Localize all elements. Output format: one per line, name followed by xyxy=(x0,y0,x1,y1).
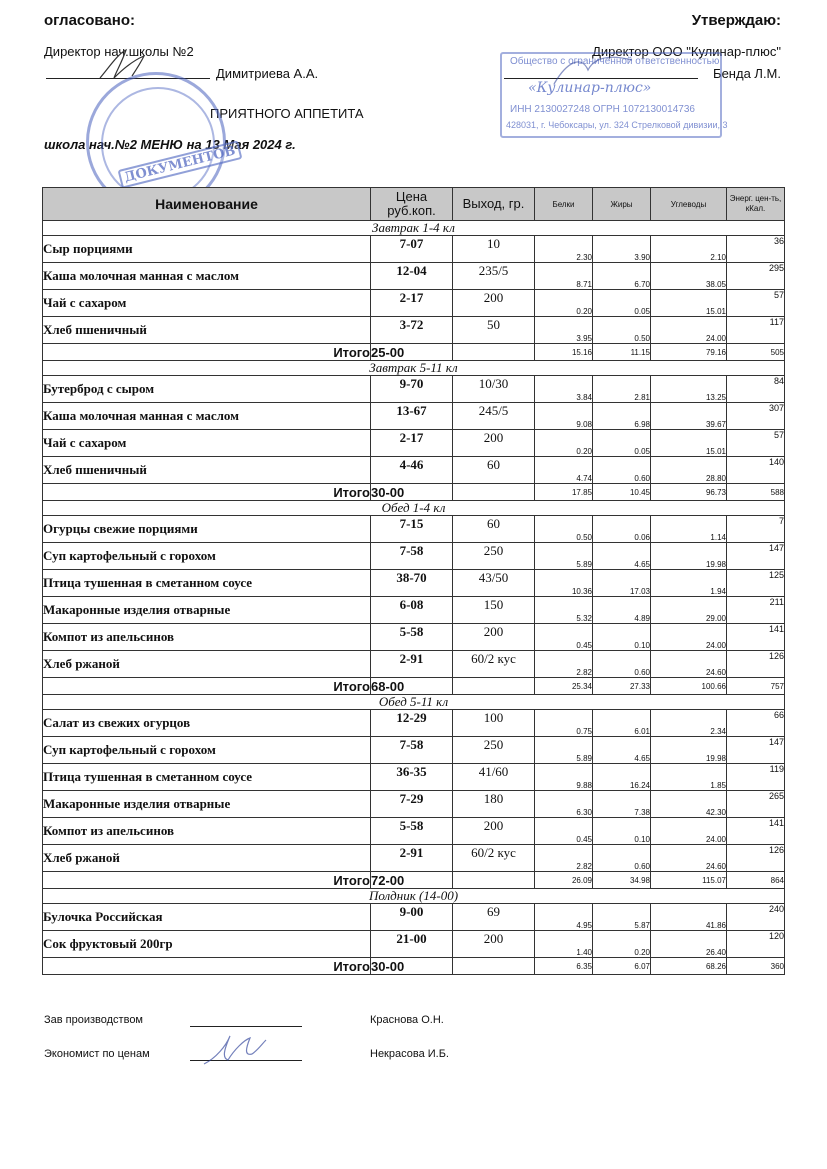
table-row xyxy=(43,376,785,403)
dish-price: 7-07 xyxy=(371,236,453,263)
table-row xyxy=(43,818,785,845)
dish-proteins: 5.32 xyxy=(535,597,593,624)
production-signature-line xyxy=(190,1026,302,1027)
total-proteins: 15.16 xyxy=(535,344,593,361)
dish-yield: 43/50 xyxy=(453,570,535,597)
total-label: Итого xyxy=(43,678,371,695)
dish-yield: 200 xyxy=(453,624,535,651)
dish-price: 2-91 xyxy=(371,845,453,872)
total-fats: 27.33 xyxy=(593,678,651,695)
total-row xyxy=(43,484,785,501)
dish-fats: 17.03 xyxy=(593,570,651,597)
section-row xyxy=(43,889,785,904)
table-row xyxy=(43,570,785,597)
dish-fats: 7.38 xyxy=(593,791,651,818)
dish-fats: 5.87 xyxy=(593,904,651,931)
table-row xyxy=(43,263,785,290)
confirm-name: Бенда Л.М. xyxy=(713,66,781,81)
dish-carbs: 29.00 xyxy=(651,597,727,624)
dish-fats: 0.05 xyxy=(593,430,651,457)
table-row xyxy=(43,430,785,457)
total-price: 25-00 xyxy=(371,344,453,361)
dish-proteins: 0.50 xyxy=(535,516,593,543)
section-row xyxy=(43,695,785,710)
dish-proteins: 5.89 xyxy=(535,543,593,570)
dish-yield: 60 xyxy=(453,457,535,484)
dish-name: Хлеб ржаной xyxy=(43,845,371,872)
dish-fats: 6.01 xyxy=(593,710,651,737)
dish-price: 4-46 xyxy=(371,457,453,484)
dish-price: 2-17 xyxy=(371,290,453,317)
dish-carbs: 13.25 xyxy=(651,376,727,403)
dish-fats: 4.65 xyxy=(593,737,651,764)
dish-carbs: 28.80 xyxy=(651,457,727,484)
dish-fats: 4.89 xyxy=(593,597,651,624)
confirm-position: Директор ООО "Кулинар-плюс" xyxy=(592,44,781,59)
dish-yield: 250 xyxy=(453,543,535,570)
dish-energy: 57 xyxy=(727,290,785,317)
dish-energy: 147 xyxy=(727,543,785,570)
appetite-heading: ПРИЯТНОГО АППЕТИТА xyxy=(210,106,364,121)
dish-energy: 140 xyxy=(727,457,785,484)
dish-price: 2-17 xyxy=(371,430,453,457)
dish-proteins: 4.95 xyxy=(535,904,593,931)
table-row xyxy=(43,764,785,791)
total-energy: 757 xyxy=(727,678,785,695)
dish-energy: 126 xyxy=(727,845,785,872)
section-title: Обед 5-11 кл xyxy=(43,695,785,710)
total-fats: 11.15 xyxy=(593,344,651,361)
table-row xyxy=(43,597,785,624)
dish-name: Бутерброд с сыром xyxy=(43,376,371,403)
total-carbs: 96.73 xyxy=(651,484,727,501)
col-carbs: Углеводы xyxy=(651,188,727,221)
total-row xyxy=(43,344,785,361)
dish-price: 2-91 xyxy=(371,651,453,678)
dish-price: 36-35 xyxy=(371,764,453,791)
dish-carbs: 24.60 xyxy=(651,651,727,678)
table-row xyxy=(43,290,785,317)
col-price: Цена руб.коп. xyxy=(371,188,453,221)
table-row xyxy=(43,737,785,764)
total-proteins: 6.35 xyxy=(535,958,593,975)
dish-yield: 200 xyxy=(453,931,535,958)
company-stamp-ids: ИНН 2130027248 ОГРН 1072130014736 xyxy=(510,104,695,115)
col-name: Наименование xyxy=(43,188,371,221)
total-fats: 6.07 xyxy=(593,958,651,975)
total-carbs: 100.66 xyxy=(651,678,727,695)
dish-carbs: 24.00 xyxy=(651,624,727,651)
dish-price: 7-15 xyxy=(371,516,453,543)
dish-carbs: 42.30 xyxy=(651,791,727,818)
dish-yield: 200 xyxy=(453,290,535,317)
dish-energy: 141 xyxy=(727,624,785,651)
menu-table-body xyxy=(43,221,785,975)
dish-carbs: 24.00 xyxy=(651,818,727,845)
total-label: Итого xyxy=(43,484,371,501)
dish-fats: 2.81 xyxy=(593,376,651,403)
dish-energy: 211 xyxy=(727,597,785,624)
total-label: Итого xyxy=(43,872,371,889)
section-row xyxy=(43,361,785,376)
table-row xyxy=(43,931,785,958)
dish-price: 5-58 xyxy=(371,624,453,651)
production-label: Зав производством xyxy=(44,1014,143,1026)
total-energy: 864 xyxy=(727,872,785,889)
table-row xyxy=(43,904,785,931)
table-row xyxy=(43,710,785,737)
dish-energy: 66 xyxy=(727,710,785,737)
dish-fats: 3.90 xyxy=(593,236,651,263)
dish-carbs: 26.40 xyxy=(651,931,727,958)
dish-energy: 265 xyxy=(727,791,785,818)
dish-yield: 60 xyxy=(453,516,535,543)
dish-energy: 57 xyxy=(727,430,785,457)
total-yield-empty xyxy=(453,872,535,889)
dish-proteins: 2.30 xyxy=(535,236,593,263)
dish-energy: 119 xyxy=(727,764,785,791)
total-energy: 360 xyxy=(727,958,785,975)
dish-price: 9-70 xyxy=(371,376,453,403)
dish-fats: 0.20 xyxy=(593,931,651,958)
dish-fats: 0.06 xyxy=(593,516,651,543)
dish-proteins: 4.74 xyxy=(535,457,593,484)
dish-proteins: 0.45 xyxy=(535,624,593,651)
dish-name: Птица тушенная в сметанном соусе xyxy=(43,570,371,597)
dish-carbs: 15.01 xyxy=(651,430,727,457)
dish-yield: 180 xyxy=(453,791,535,818)
dish-yield: 50 xyxy=(453,317,535,344)
total-energy: 588 xyxy=(727,484,785,501)
dish-fats: 0.60 xyxy=(593,651,651,678)
dish-carbs: 1.14 xyxy=(651,516,727,543)
dish-proteins: 9.08 xyxy=(535,403,593,430)
dish-proteins: 0.75 xyxy=(535,710,593,737)
dish-proteins: 3.84 xyxy=(535,376,593,403)
dish-fats: 0.10 xyxy=(593,818,651,845)
table-row xyxy=(43,457,785,484)
dish-price: 3-72 xyxy=(371,317,453,344)
dish-proteins: 5.89 xyxy=(535,737,593,764)
dish-fats: 16.24 xyxy=(593,764,651,791)
total-energy: 505 xyxy=(727,344,785,361)
dish-yield: 200 xyxy=(453,818,535,845)
dish-name: Каша молочная манная с маслом xyxy=(43,403,371,430)
dish-energy: 125 xyxy=(727,570,785,597)
dish-yield: 250 xyxy=(453,737,535,764)
dish-fats: 4.65 xyxy=(593,543,651,570)
dish-name: Компот из апельсинов xyxy=(43,818,371,845)
dish-yield: 10 xyxy=(453,236,535,263)
col-fats: Жиры xyxy=(593,188,651,221)
section-title: Обед 1-4 кл xyxy=(43,501,785,516)
section-title: Завтрак 1-4 кл xyxy=(43,221,785,236)
dish-energy: 307 xyxy=(727,403,785,430)
dish-carbs: 38.05 xyxy=(651,263,727,290)
dish-name: Суп картофельный с горохом xyxy=(43,543,371,570)
dish-proteins: 6.30 xyxy=(535,791,593,818)
dish-proteins: 2.82 xyxy=(535,845,593,872)
dish-fats: 6.70 xyxy=(593,263,651,290)
dish-carbs: 1.85 xyxy=(651,764,727,791)
company-stamp-line1: Общество с ограниченной ответственностью xyxy=(510,56,720,67)
dish-proteins: 2.82 xyxy=(535,651,593,678)
confirm-signature xyxy=(548,50,638,90)
dish-proteins: 9.88 xyxy=(535,764,593,791)
menu-table xyxy=(42,187,785,975)
dish-carbs: 1.94 xyxy=(651,570,727,597)
confirm-title: Утверждаю: xyxy=(691,12,781,29)
production-name: Краснова О.Н. xyxy=(370,1014,444,1026)
dish-price: 13-67 xyxy=(371,403,453,430)
total-row xyxy=(43,872,785,889)
dish-carbs: 2.34 xyxy=(651,710,727,737)
dish-yield: 235/5 xyxy=(453,263,535,290)
col-energy: Энерг. цен-ть, кКал. xyxy=(727,188,785,221)
dish-price: 5-58 xyxy=(371,818,453,845)
approved-name: Димитриева А.А. xyxy=(216,66,319,81)
dish-price: 6-08 xyxy=(371,597,453,624)
table-row xyxy=(43,516,785,543)
section-title: Завтрак 5-11 кл xyxy=(43,361,785,376)
total-price: 30-00 xyxy=(371,484,453,501)
dish-energy: 141 xyxy=(727,818,785,845)
dish-energy: 120 xyxy=(727,931,785,958)
total-yield-empty xyxy=(453,678,535,695)
dish-energy: 240 xyxy=(727,904,785,931)
dish-yield: 60/2 кус xyxy=(453,845,535,872)
section-title: Полдник (14-00) xyxy=(43,889,785,904)
dish-name: Каша молочная манная с маслом xyxy=(43,263,371,290)
dish-energy: 84 xyxy=(727,376,785,403)
table-row xyxy=(43,403,785,430)
dish-yield: 100 xyxy=(453,710,535,737)
dish-price: 12-04 xyxy=(371,263,453,290)
total-price: 30-00 xyxy=(371,958,453,975)
total-carbs: 79.16 xyxy=(651,344,727,361)
dish-energy: 7 xyxy=(727,516,785,543)
company-stamp-name: «Кулинар-плюс» xyxy=(528,80,652,96)
total-label: Итого xyxy=(43,958,371,975)
table-row xyxy=(43,624,785,651)
dish-name: Компот из апельсинов xyxy=(43,624,371,651)
total-yield-empty xyxy=(453,484,535,501)
dish-proteins: 0.45 xyxy=(535,818,593,845)
dish-name: Чай с сахаром xyxy=(43,290,371,317)
total-proteins: 25.34 xyxy=(535,678,593,695)
dish-name: Хлеб пшеничный xyxy=(43,457,371,484)
dish-name: Чай с сахаром xyxy=(43,430,371,457)
dish-name: Сыр порциями xyxy=(43,236,371,263)
table-row xyxy=(43,845,785,872)
dish-name: Макаронные изделия отварные xyxy=(43,791,371,818)
section-row xyxy=(43,501,785,516)
total-fats: 34.98 xyxy=(593,872,651,889)
dish-carbs: 41.86 xyxy=(651,904,727,931)
total-proteins: 26.09 xyxy=(535,872,593,889)
dish-fats: 0.60 xyxy=(593,457,651,484)
total-row xyxy=(43,678,785,695)
dish-carbs: 19.98 xyxy=(651,737,727,764)
total-price: 68-00 xyxy=(371,678,453,695)
total-carbs: 68.26 xyxy=(651,958,727,975)
dish-price: 38-70 xyxy=(371,570,453,597)
table-row xyxy=(43,543,785,570)
dish-name: Сок фруктовый 200гр xyxy=(43,931,371,958)
dish-fats: 0.10 xyxy=(593,624,651,651)
company-stamp-address: 428031, г. Чебоксары, ул. 324 Стрелковой дивизии, 3 xyxy=(506,120,728,130)
economist-signature xyxy=(200,1030,270,1070)
dish-price: 12-29 xyxy=(371,710,453,737)
table-row xyxy=(43,651,785,678)
dish-name: Хлеб ржаной xyxy=(43,651,371,678)
total-row xyxy=(43,958,785,975)
dish-yield: 150 xyxy=(453,597,535,624)
dish-fats: 0.60 xyxy=(593,845,651,872)
dish-proteins: 8.71 xyxy=(535,263,593,290)
total-yield-empty xyxy=(453,344,535,361)
dish-energy: 295 xyxy=(727,263,785,290)
table-row xyxy=(43,791,785,818)
table-row xyxy=(43,236,785,263)
dish-carbs: 15.01 xyxy=(651,290,727,317)
dish-energy: 36 xyxy=(727,236,785,263)
dish-carbs: 39.67 xyxy=(651,403,727,430)
approved-position: Директор нач.школы №2 xyxy=(44,44,194,59)
dish-fats: 6.98 xyxy=(593,403,651,430)
dish-proteins: 0.20 xyxy=(535,290,593,317)
dish-name: Булочка Российская xyxy=(43,904,371,931)
dish-proteins: 3.95 xyxy=(535,317,593,344)
dish-yield: 69 xyxy=(453,904,535,931)
dish-yield: 60/2 кус xyxy=(453,651,535,678)
total-fats: 10.45 xyxy=(593,484,651,501)
menu-title: школа нач.№2 МЕНЮ на 13 Мая 2024 г. xyxy=(44,137,296,152)
dish-fats: 0.05 xyxy=(593,290,651,317)
dish-yield: 245/5 xyxy=(453,403,535,430)
school-stamp-text: ДОКУМЕНТОВ xyxy=(118,140,243,188)
dish-name: Огурцы свежие порциями xyxy=(43,516,371,543)
dish-proteins: 1.40 xyxy=(535,931,593,958)
economist-label: Экономист по ценам xyxy=(44,1048,150,1060)
total-carbs: 115.07 xyxy=(651,872,727,889)
dish-yield: 200 xyxy=(453,430,535,457)
total-proteins: 17.85 xyxy=(535,484,593,501)
dish-energy: 117 xyxy=(727,317,785,344)
dish-price: 7-29 xyxy=(371,791,453,818)
economist-name: Некрасова И.Б. xyxy=(370,1048,449,1060)
dish-price: 9-00 xyxy=(371,904,453,931)
dish-carbs: 24.60 xyxy=(651,845,727,872)
section-row xyxy=(43,221,785,236)
total-price: 72-00 xyxy=(371,872,453,889)
dish-price: 7-58 xyxy=(371,737,453,764)
dish-carbs: 19.98 xyxy=(651,543,727,570)
dish-name: Птица тушенная в сметанном соусе xyxy=(43,764,371,791)
total-label: Итого xyxy=(43,344,371,361)
dish-name: Хлеб пшеничный xyxy=(43,317,371,344)
dish-proteins: 0.20 xyxy=(535,430,593,457)
col-yield: Выход, гр. xyxy=(453,188,535,221)
dish-name: Макаронные изделия отварные xyxy=(43,597,371,624)
dish-energy: 126 xyxy=(727,651,785,678)
col-proteins: Белки xyxy=(535,188,593,221)
dish-proteins: 10.36 xyxy=(535,570,593,597)
dish-yield: 10/30 xyxy=(453,376,535,403)
table-row xyxy=(43,317,785,344)
dish-carbs: 24.00 xyxy=(651,317,727,344)
approved-title: огласовано: xyxy=(44,12,135,29)
dish-energy: 147 xyxy=(727,737,785,764)
dish-name: Суп картофельный с горохом xyxy=(43,737,371,764)
dish-fats: 0.50 xyxy=(593,317,651,344)
dish-price: 21-00 xyxy=(371,931,453,958)
dish-name: Салат из свежих огурцов xyxy=(43,710,371,737)
table-header-row xyxy=(43,188,785,221)
total-yield-empty xyxy=(453,958,535,975)
dish-price: 7-58 xyxy=(371,543,453,570)
dish-carbs: 2.10 xyxy=(651,236,727,263)
dish-yield: 41/60 xyxy=(453,764,535,791)
